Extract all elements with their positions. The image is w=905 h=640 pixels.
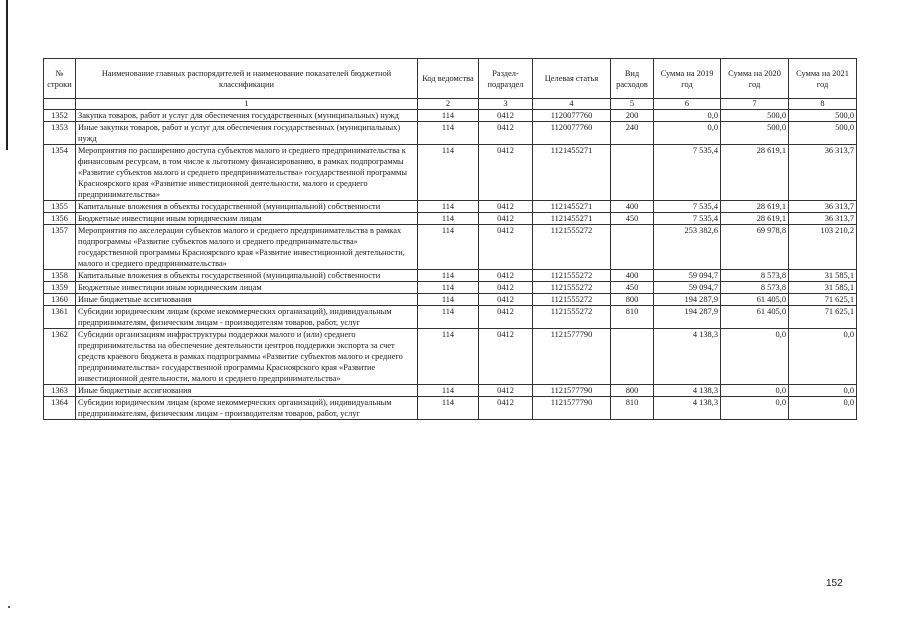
cell-target: 1120077760 [533, 110, 611, 122]
cell-name: Бюджетные инвестиции иным юридическим лицам [76, 282, 418, 294]
cell-sum-2020: 500,0 [721, 122, 789, 145]
cell-sum-2021: 71 625,1 [789, 294, 857, 306]
cell-target: 1121577790 [533, 397, 611, 420]
cell-name: Капитальные вложения в объекты государственной (муниципальной) собственности [76, 201, 418, 213]
cell-exp-type: 400 [611, 270, 654, 282]
header-section: Раздел-подраздел [479, 59, 533, 99]
cell-sum-2020: 28 619,1 [721, 213, 789, 225]
cell-sum-2020: 28 619,1 [721, 145, 789, 201]
table-row [44, 122, 857, 145]
table-row [44, 282, 857, 294]
cell-sum-2021: 0,0 [789, 385, 857, 397]
cell-target: 1121555272 [533, 294, 611, 306]
budget-table [43, 58, 857, 420]
table-body [44, 110, 857, 420]
cell-sum-2021: 36 313,7 [789, 213, 857, 225]
column-number: 2 [418, 99, 479, 110]
header-sum-2021: Сумма на 2021 год [789, 59, 857, 99]
column-number-row [44, 99, 857, 110]
cell-sum-2021: 31 585,1 [789, 282, 857, 294]
cell-sum-2019: 4 138,3 [654, 329, 721, 385]
cell-dept-code: 114 [418, 145, 479, 201]
cell-line-no: 1364 [44, 397, 76, 420]
cell-name: Иные бюджетные ассигнования [76, 385, 418, 397]
cell-dept-code: 114 [418, 110, 479, 122]
cell-target: 1120077760 [533, 122, 611, 145]
cell-target: 1121555272 [533, 282, 611, 294]
cell-sum-2020: 0,0 [721, 397, 789, 420]
table-row [44, 225, 857, 270]
cell-section: 0412 [479, 397, 533, 420]
cell-sum-2020: 0,0 [721, 329, 789, 385]
cell-sum-2021: 0,0 [789, 397, 857, 420]
cell-target: 1121555272 [533, 306, 611, 329]
cell-sum-2021: 71 625,1 [789, 306, 857, 329]
cell-sum-2021: 31 585,1 [789, 270, 857, 282]
cell-section: 0412 [479, 385, 533, 397]
cell-sum-2019: 7 535,4 [654, 145, 721, 201]
cell-line-no: 1363 [44, 385, 76, 397]
cell-dept-code: 114 [418, 122, 479, 145]
cell-sum-2021: 36 313,7 [789, 145, 857, 201]
cell-dept-code: 114 [418, 294, 479, 306]
cell-section: 0412 [479, 213, 533, 225]
cell-name: Мероприятия по расширению доступа субъектов малого и среднего предпринимательства к финансовым ресурсам, в том числе к льготному финансированию, в рамках подпрограммы «Развитие субъектов малого и среднего предпринимательства» государственной программы Красноярского края «Развитие инвестиционной деятельности, малого и среднего предпринимательства» [76, 145, 418, 201]
cell-name: Субсидии юридическим лицам (кроме некоммерческих организаций), индивидуальным предпринимателям, физическим лицам - производителям товаров, работ, услуг [76, 306, 418, 329]
cell-exp-type: 800 [611, 294, 654, 306]
table-row [44, 306, 857, 329]
table-row [44, 213, 857, 225]
cell-section: 0412 [479, 270, 533, 282]
cell-exp-type [611, 329, 654, 385]
cell-exp-type: 810 [611, 306, 654, 329]
column-number: 7 [721, 99, 789, 110]
column-number: 6 [654, 99, 721, 110]
cell-name: Капитальные вложения в объекты государственной (муниципальной) собственности [76, 270, 418, 282]
cell-line-no: 1362 [44, 329, 76, 385]
cell-sum-2019: 253 382,6 [654, 225, 721, 270]
cell-name: Субсидии юридическим лицам (кроме некоммерческих организаций), индивидуальным предпринимателям, физическим лицам - производителям товаров, работ, услуг [76, 397, 418, 420]
cell-exp-type: 810 [611, 397, 654, 420]
cell-dept-code: 114 [418, 225, 479, 270]
cell-sum-2020: 61 405,0 [721, 294, 789, 306]
cell-name: Мероприятия по акселерации субъектов малого и среднего предпринимательства в рамках подпрограммы «Развитие субъектов малого и среднего предпринимательства» государственной программы Красноярского края «Развитие инвестиционной деятельности, малого и среднего предпринимательства» [76, 225, 418, 270]
column-number: 1 [76, 99, 418, 110]
table-row [44, 145, 857, 201]
header-target: Целевая статья [533, 59, 611, 99]
cell-exp-type [611, 225, 654, 270]
cell-sum-2021: 103 210,2 [789, 225, 857, 270]
cell-line-no: 1361 [44, 306, 76, 329]
cell-section: 0412 [479, 282, 533, 294]
cell-section: 0412 [479, 294, 533, 306]
cell-sum-2021: 500,0 [789, 110, 857, 122]
header-sum-2019: Сумма на 2019 год [654, 59, 721, 99]
cell-line-no: 1354 [44, 145, 76, 201]
header-row [44, 59, 857, 99]
cell-target: 1121555272 [533, 225, 611, 270]
scan-speck [8, 606, 10, 608]
column-number: 8 [789, 99, 857, 110]
cell-sum-2019: 59 094,7 [654, 270, 721, 282]
cell-target: 1121577790 [533, 329, 611, 385]
cell-sum-2019: 0,0 [654, 122, 721, 145]
cell-sum-2020: 61 405,0 [721, 306, 789, 329]
cell-line-no: 1356 [44, 213, 76, 225]
cell-dept-code: 114 [418, 385, 479, 397]
page-number: 152 [826, 578, 843, 589]
cell-name: Бюджетные инвестиции иным юридическим лицам [76, 213, 418, 225]
table-row [44, 270, 857, 282]
scan-edge-line [6, 0, 8, 150]
table-row [44, 397, 857, 420]
cell-line-no: 1357 [44, 225, 76, 270]
cell-sum-2019: 4 138,3 [654, 397, 721, 420]
cell-dept-code: 114 [418, 213, 479, 225]
header-line-no: № строки [44, 59, 76, 99]
cell-sum-2019: 4 138,3 [654, 385, 721, 397]
cell-dept-code: 114 [418, 270, 479, 282]
cell-name: Субсидии организациям инфраструктуры поддержки малого и (или) среднего предпринимательства на обеспечение деятельности центров поддержки экспорта за счет средств краевого бюджета в рамках подпрограммы «Развитие субъектов малого и среднего предпринимательства» государственной программы Красноярского края «Развитие инвестиционной деятельности, малого и среднего предпринимательства» [76, 329, 418, 385]
cell-sum-2021: 36 313,7 [789, 201, 857, 213]
cell-section: 0412 [479, 306, 533, 329]
table-row [44, 385, 857, 397]
cell-name: Закупка товаров, работ и услуг для обеспечения государственных (муниципальных) нужд [76, 110, 418, 122]
cell-section: 0412 [479, 110, 533, 122]
column-number: 5 [611, 99, 654, 110]
cell-exp-type: 800 [611, 385, 654, 397]
cell-sum-2019: 7 535,4 [654, 213, 721, 225]
header-sum-2020: Сумма на 2020 год [721, 59, 789, 99]
table-row [44, 329, 857, 385]
cell-dept-code: 114 [418, 282, 479, 294]
cell-sum-2019: 7 535,4 [654, 201, 721, 213]
cell-exp-type [611, 145, 654, 201]
cell-line-no: 1358 [44, 270, 76, 282]
cell-line-no: 1360 [44, 294, 76, 306]
cell-sum-2019: 194 287,9 [654, 306, 721, 329]
cell-sum-2020: 69 978,8 [721, 225, 789, 270]
cell-sum-2019: 0,0 [654, 110, 721, 122]
cell-sum-2020: 8 573,8 [721, 270, 789, 282]
cell-sum-2020: 28 619,1 [721, 201, 789, 213]
table-row [44, 294, 857, 306]
cell-target: 1121555272 [533, 270, 611, 282]
cell-line-no: 1353 [44, 122, 76, 145]
cell-target: 1121455271 [533, 145, 611, 201]
cell-sum-2020: 0,0 [721, 385, 789, 397]
header-exp-type: Вид расходов [611, 59, 654, 99]
cell-sum-2020: 500,0 [721, 110, 789, 122]
cell-target: 1121577790 [533, 385, 611, 397]
table-row [44, 201, 857, 213]
cell-dept-code: 114 [418, 397, 479, 420]
cell-exp-type: 200 [611, 110, 654, 122]
cell-sum-2019: 59 094,7 [654, 282, 721, 294]
cell-exp-type: 400 [611, 201, 654, 213]
cell-line-no: 1352 [44, 110, 76, 122]
cell-name: Иные закупки товаров, работ и услуг для обеспечения государственных (муниципальных) нужд [76, 122, 418, 145]
cell-section: 0412 [479, 145, 533, 201]
cell-dept-code: 114 [418, 306, 479, 329]
cell-sum-2021: 0,0 [789, 329, 857, 385]
cell-name: Иные бюджетные ассигнования [76, 294, 418, 306]
cell-target: 1121455271 [533, 213, 611, 225]
cell-exp-type: 450 [611, 213, 654, 225]
cell-sum-2020: 8 573,8 [721, 282, 789, 294]
cell-dept-code: 114 [418, 201, 479, 213]
cell-exp-type: 450 [611, 282, 654, 294]
cell-section: 0412 [479, 225, 533, 270]
cell-section: 0412 [479, 122, 533, 145]
cell-target: 1121455271 [533, 201, 611, 213]
cell-section: 0412 [479, 329, 533, 385]
cell-line-no: 1355 [44, 201, 76, 213]
cell-dept-code: 114 [418, 329, 479, 385]
header-dept-code: Код ведомства [418, 59, 479, 99]
cell-sum-2019: 194 287,9 [654, 294, 721, 306]
cell-section: 0412 [479, 201, 533, 213]
column-number [44, 99, 76, 110]
table-row [44, 110, 857, 122]
cell-line-no: 1359 [44, 282, 76, 294]
cell-sum-2021: 500,0 [789, 122, 857, 145]
column-number: 3 [479, 99, 533, 110]
cell-exp-type: 240 [611, 122, 654, 145]
column-number: 4 [533, 99, 611, 110]
header-name: Наименование главных распорядителей и наименование показателей бюджетной классификации [76, 59, 418, 99]
